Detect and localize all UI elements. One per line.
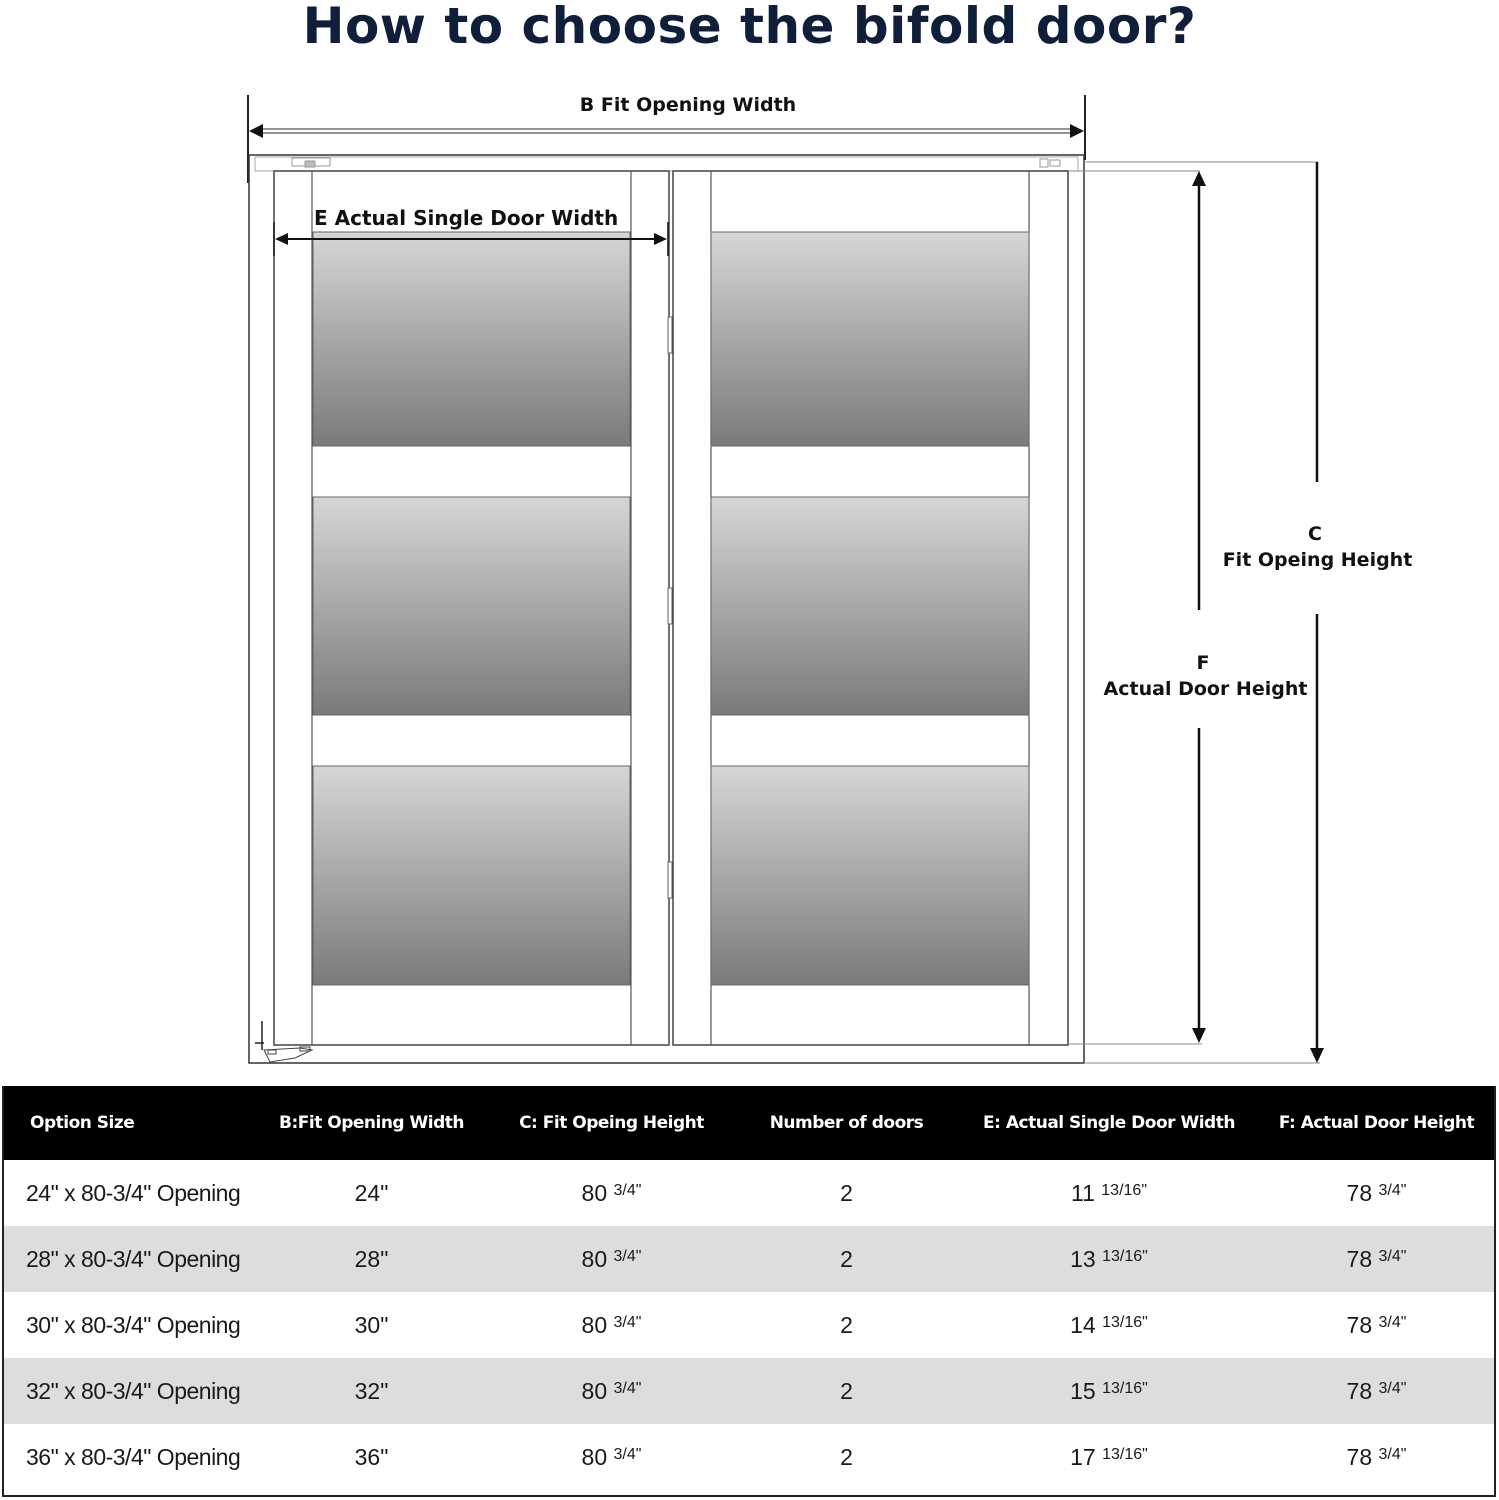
table-row — [4, 1292, 1494, 1358]
header-actual-single-door-width: E: Actual Single Door Width — [983, 1113, 1235, 1133]
fit-width-cell: 30" — [354, 1311, 389, 1338]
door-count-cell: 2 — [840, 1443, 853, 1470]
fit-height-cell: 80 $^{3/4"}$ — [581, 1377, 642, 1404]
left-door-panel — [274, 171, 669, 1045]
table-row — [4, 1424, 1494, 1490]
table-row — [4, 1160, 1494, 1226]
door-height-cell: 78 $^{3/4"}$ — [1346, 1245, 1407, 1272]
fit-height-cell: 80 $^{3/4"}$ — [581, 1245, 642, 1272]
fit-height-cell: 80 $^{3/4"}$ — [581, 1311, 642, 1338]
door-count-cell: 2 — [840, 1245, 853, 1272]
f-actual-door-height-label: Actual Door Height — [1103, 678, 1308, 700]
single-door-width-cell: 15 $^{13/16"}$ — [1070, 1377, 1148, 1404]
size-chart-table — [2, 1086, 1496, 1497]
right-door-panel — [673, 171, 1068, 1045]
table-header-row — [4, 1086, 1494, 1160]
option-size-cell: 36" x 80-3/4" Opening — [26, 1443, 241, 1470]
f-letter-label: F — [1196, 652, 1210, 674]
fit-height-cell: 80 $^{3/4"}$ — [581, 1179, 642, 1206]
fit-width-cell: 24" — [354, 1179, 389, 1206]
door-height-cell: 78 $^{3/4"}$ — [1346, 1311, 1407, 1338]
single-door-width-cell: 17 $^{13/16"}$ — [1070, 1443, 1148, 1470]
c-dimension-arrow — [1084, 162, 1324, 1063]
option-size-cell: 30" x 80-3/4" Opening — [26, 1311, 241, 1338]
header-fit-opening-height: C: Fit Opeing Height — [519, 1113, 704, 1133]
header-fit-opening-width: B:Fit Opening Width — [279, 1113, 464, 1133]
table-row — [4, 1358, 1494, 1424]
fit-width-cell: 36" — [354, 1443, 389, 1470]
door-count-cell: 2 — [840, 1179, 853, 1206]
header-actual-door-height: F: Actual Door Height — [1278, 1113, 1475, 1133]
fit-height-cell: 80 $^{3/4"}$ — [581, 1443, 642, 1470]
door-height-cell: 78 $^{3/4"}$ — [1346, 1443, 1407, 1470]
page-title: How to choose the bifold door? — [302, 0, 1197, 55]
c-letter-label: C — [1308, 523, 1322, 545]
fit-width-cell: 32" — [354, 1377, 389, 1404]
single-door-width-cell: 13 $^{13/16"}$ — [1070, 1245, 1148, 1272]
f-dimension-arrow — [1068, 171, 1206, 1044]
door-height-cell: 78 $^{3/4"}$ — [1346, 1179, 1407, 1206]
door-count-cell: 2 — [840, 1377, 853, 1404]
door-height-cell: 78 $^{3/4"}$ — [1346, 1377, 1407, 1404]
c-fit-opening-height-label: Fit Opeing Height — [1222, 549, 1413, 571]
single-door-width-cell: 11 $^{13/16"}$ — [1071, 1179, 1147, 1206]
table-row — [4, 1226, 1494, 1292]
option-size-cell: 32" x 80-3/4" Opening — [26, 1377, 241, 1404]
e-actual-single-door-width-label: E Actual Single Door Width — [314, 206, 619, 230]
header-number-of-doors: Number of doors — [769, 1113, 924, 1133]
fit-width-cell: 28" — [354, 1245, 389, 1272]
single-door-width-cell: 14 $^{13/16"}$ — [1070, 1311, 1148, 1338]
b-fit-opening-width-label: B Fit Opening Width — [579, 94, 797, 116]
option-size-cell: 28" x 80-3/4" Opening — [26, 1245, 241, 1272]
option-size-cell: 24" x 80-3/4" Opening — [26, 1179, 241, 1206]
header-option-size: Option Size — [30, 1113, 135, 1133]
door-count-cell: 2 — [840, 1311, 853, 1338]
